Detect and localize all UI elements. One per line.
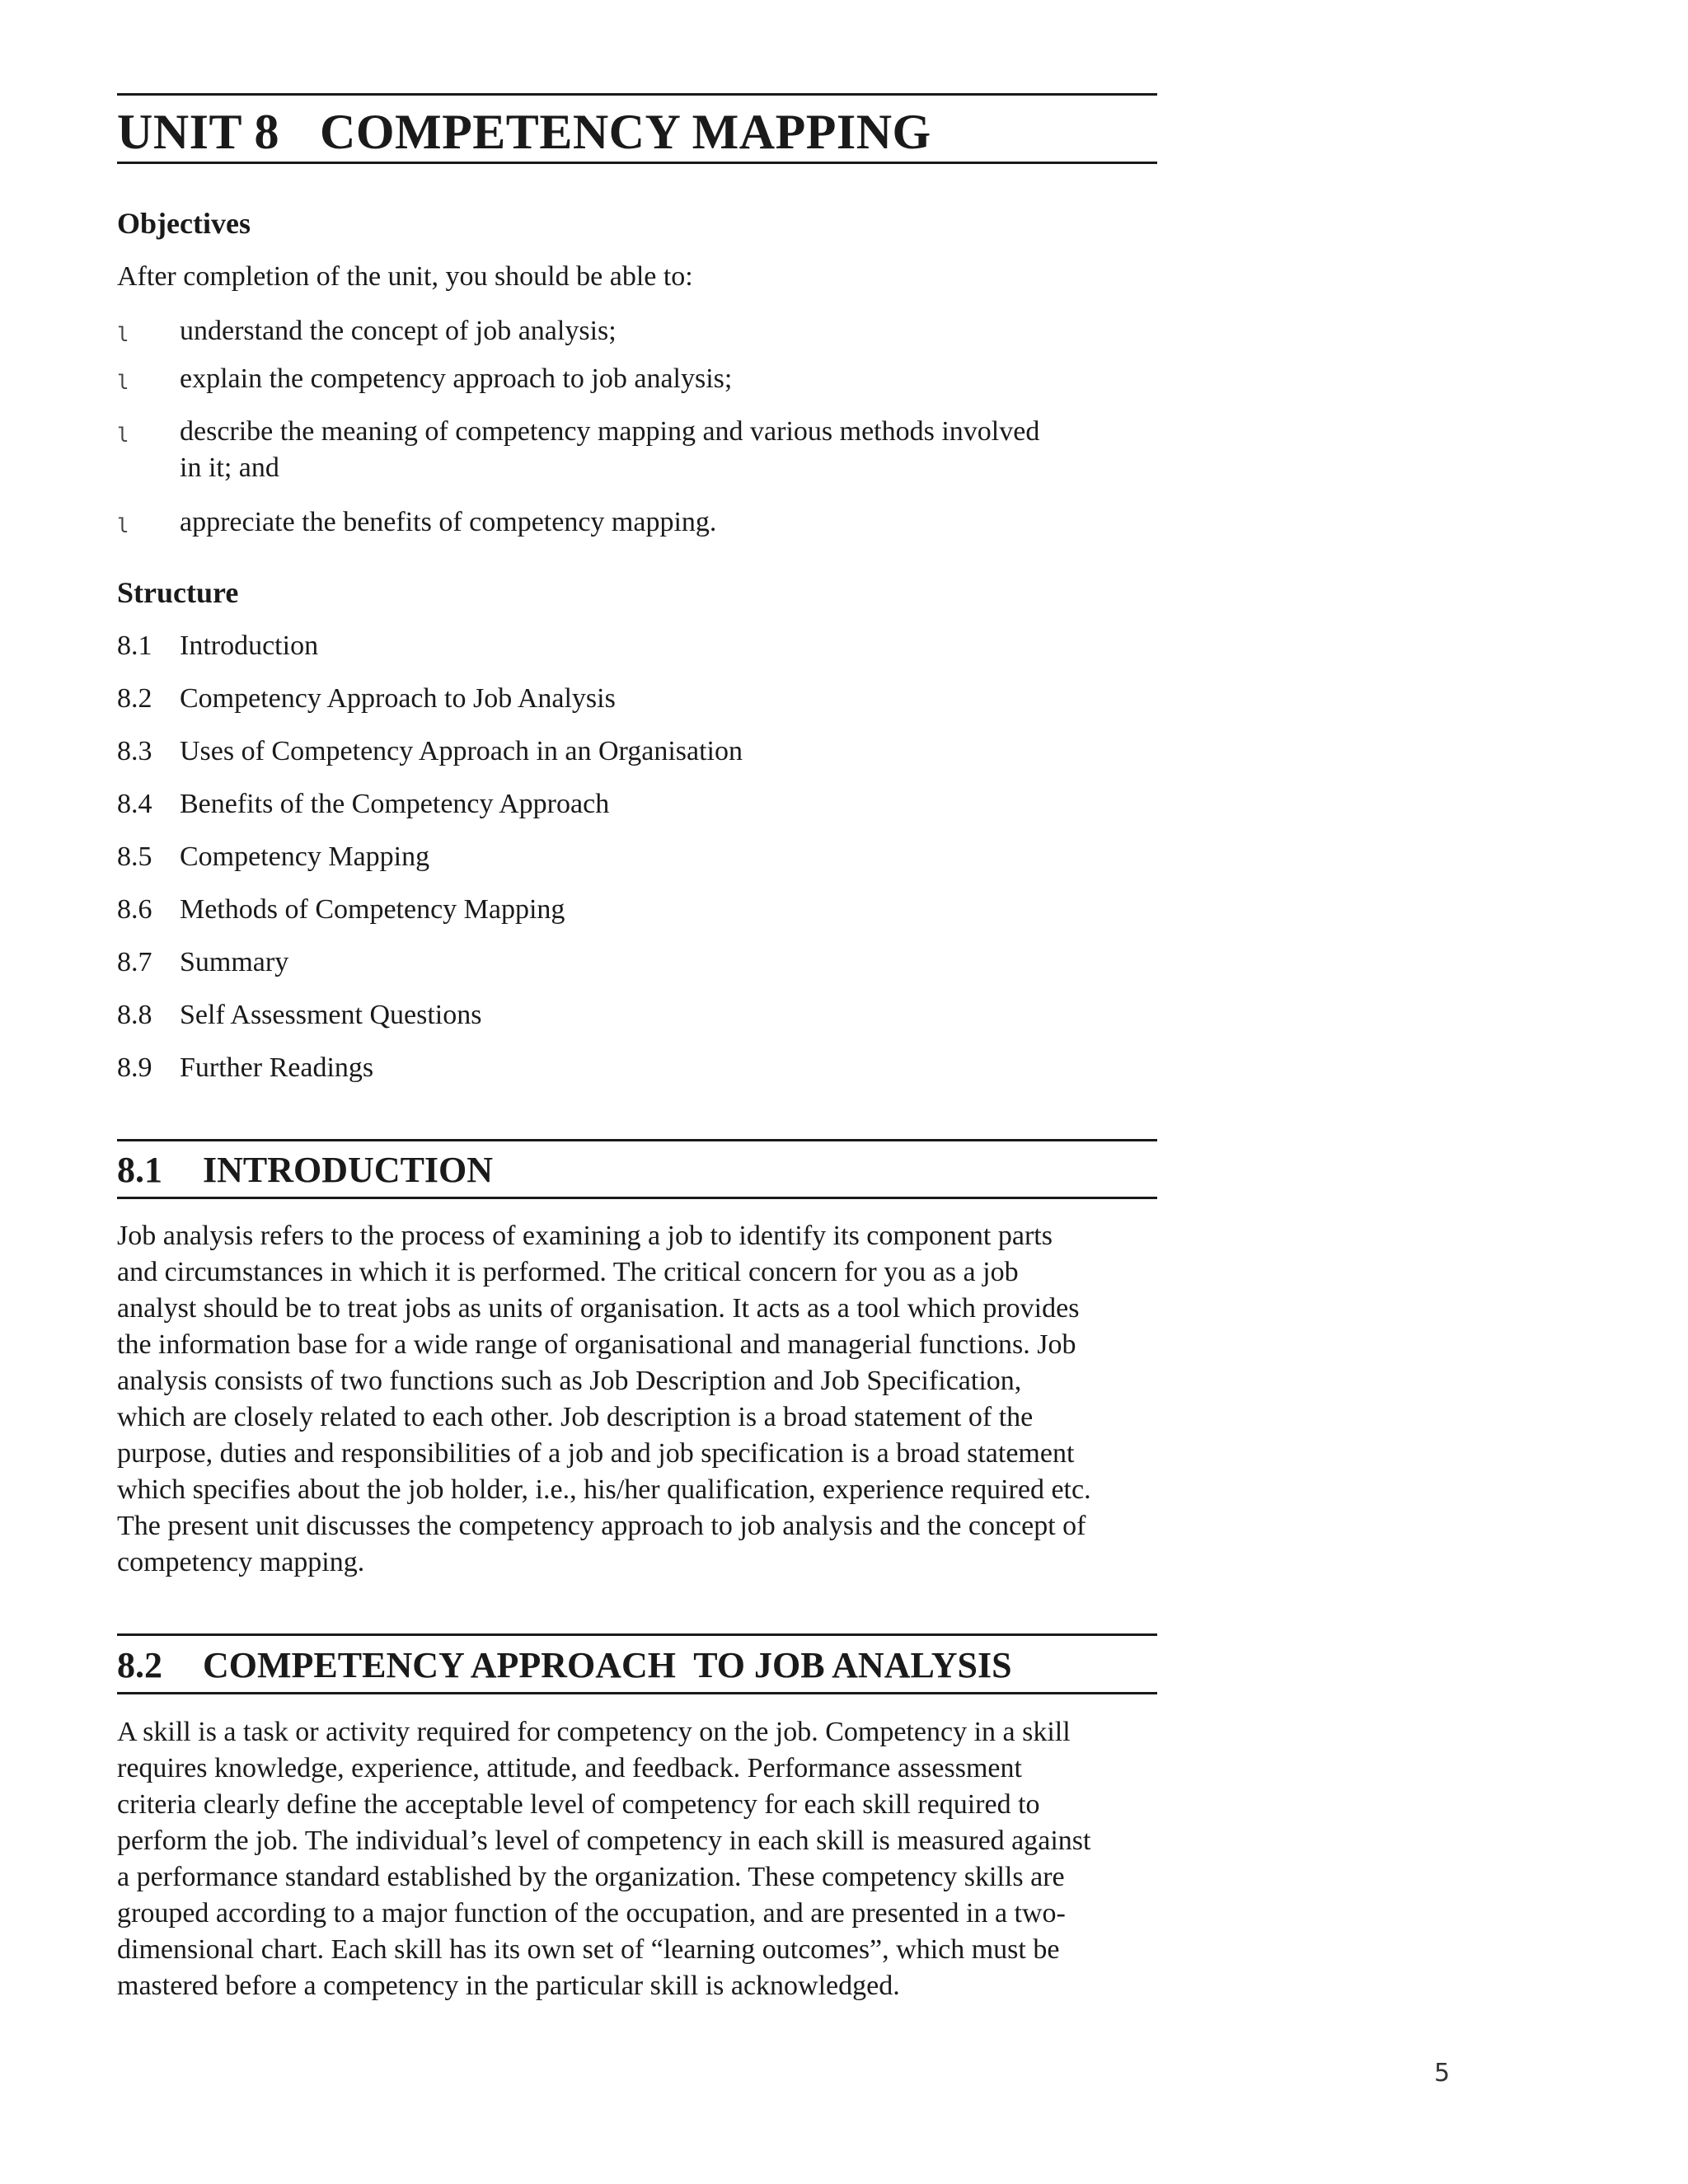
section-8-2-heading bbox=[117, 1643, 1157, 1689]
structure-item-title: Competency Approach to Job Analysis bbox=[180, 683, 616, 714]
section-title: COMPETENCY APPROACH TO JOB ANALYSIS bbox=[203, 1645, 1012, 1685]
structure-item-number: 8.8 bbox=[117, 1000, 152, 1030]
structure-item-number: 8.1 bbox=[117, 630, 152, 661]
paragraph-line: analysis consists of two functions such as Job Description and Job Specification, bbox=[117, 1366, 1022, 1396]
objectives-heading: Objectives bbox=[117, 207, 251, 240]
paragraph-line: mastered before a competency in the particular skill is acknowledged. bbox=[117, 1971, 900, 2001]
paragraph-line: a performance standard established by the organization. These competency skills are bbox=[117, 1862, 1065, 1892]
structure-item-title: Competency Mapping bbox=[180, 841, 430, 872]
paragraph-line: competency mapping. bbox=[117, 1547, 365, 1577]
structure-item-number: 8.9 bbox=[117, 1052, 152, 1083]
unit-name: COMPETENCY MAPPING bbox=[320, 105, 931, 159]
bullet-icon: l bbox=[117, 514, 129, 537]
bullet-icon: l bbox=[117, 424, 129, 447]
paragraph-line: which are closely related to each other. Job description is a broad statement of the bbox=[117, 1402, 1034, 1432]
structure-item-number: 8.7 bbox=[117, 947, 152, 977]
paragraph-line: Job analysis refers to the process of examining a job to identify its component parts bbox=[117, 1221, 1053, 1251]
paragraph-line: perform the job. The individual’s level of competency in each skill is measured against bbox=[117, 1825, 1091, 1856]
structure-item-title: Methods of Competency Mapping bbox=[180, 894, 565, 925]
paragraph-line: the information base for a wide range of organisational and managerial functions. Job bbox=[117, 1329, 1076, 1360]
structure-item-title: Benefits of the Competency Approach bbox=[180, 789, 610, 819]
title-rule-top bbox=[117, 93, 1157, 96]
section-8-2-rule-bottom bbox=[117, 1692, 1157, 1694]
section-number: 8.2 bbox=[117, 1645, 162, 1685]
objective-text: appreciate the benefits of competency mapping. bbox=[180, 507, 717, 537]
title-rule-bottom bbox=[117, 162, 1157, 164]
section-8-1-rule-bottom bbox=[117, 1197, 1157, 1199]
paragraph-line: dimensional chart. Each skill has its own set of “learning outcomes”, which must be bbox=[117, 1934, 1060, 1965]
objective-text: understand the concept of job analysis; bbox=[180, 316, 617, 346]
objective-text: explain the competency approach to job analysis; bbox=[180, 363, 733, 394]
section-8-2-rule-top bbox=[117, 1633, 1157, 1636]
paragraph-line: The present unit discusses the competency approach to job analysis and the concept of bbox=[117, 1511, 1086, 1541]
structure-item-title: Uses of Competency Approach in an Organisation bbox=[180, 736, 743, 766]
paragraph-line: and circumstances in which it is performed. The critical concern for you as a job bbox=[117, 1257, 1019, 1287]
section-number: 8.1 bbox=[117, 1150, 162, 1190]
section-8-1-heading bbox=[117, 1147, 1157, 1193]
unit-number: UNIT 8 bbox=[117, 105, 279, 159]
objectives-intro: After completion of the unit, you should be able to: bbox=[117, 261, 693, 292]
structure-item-number: 8.6 bbox=[117, 894, 152, 925]
structure-item-number: 8.2 bbox=[117, 683, 152, 714]
unit-title bbox=[117, 99, 1157, 165]
structure-item-title: Summary bbox=[180, 947, 289, 977]
paragraph-line: analyst should be to treat jobs as units of organisation. It acts as a tool which provides bbox=[117, 1293, 1080, 1324]
section-8-1-paragraph bbox=[117, 1218, 1157, 1581]
structure-item-title: Self Assessment Questions bbox=[180, 1000, 482, 1030]
structure-item-title: Further Readings bbox=[180, 1052, 374, 1083]
bullet-icon: l bbox=[117, 323, 129, 346]
paragraph-line: grouped according to a major function of the occupation, and are presented in a two- bbox=[117, 1898, 1066, 1929]
structure-heading: Structure bbox=[117, 576, 239, 609]
objective-text: describe the meaning of competency mapping and various methods involved bbox=[180, 416, 1040, 447]
structure-item-number: 8.5 bbox=[117, 841, 152, 872]
structure-item-number: 8.3 bbox=[117, 736, 152, 766]
bullet-icon: l bbox=[117, 371, 129, 394]
paragraph-line: requires knowledge, experience, attitude, and feedback. Performance assessment bbox=[117, 1753, 1022, 1783]
section-8-2-paragraph bbox=[117, 1714, 1157, 2004]
section-8-1-rule-top bbox=[117, 1139, 1157, 1141]
objective-text: in it; and bbox=[180, 452, 279, 483]
structure-item-number: 8.4 bbox=[117, 789, 152, 819]
paragraph-line: criteria clearly define the acceptable level of competency for each skill required to bbox=[117, 1789, 1040, 1820]
paragraph-line: purpose, duties and responsibilities of a job and job specification is a broad statement bbox=[117, 1438, 1075, 1469]
paragraph-line: which specifies about the job holder, i.e., his/her qualification, experience required etc. bbox=[117, 1474, 1091, 1505]
page-number: 5 bbox=[1434, 2059, 1451, 2088]
section-title: INTRODUCTION bbox=[203, 1150, 494, 1190]
structure-item-title: Introduction bbox=[180, 630, 319, 661]
paragraph-line: A skill is a task or activity required for competency on the job. Competency in a skill bbox=[117, 1717, 1071, 1747]
